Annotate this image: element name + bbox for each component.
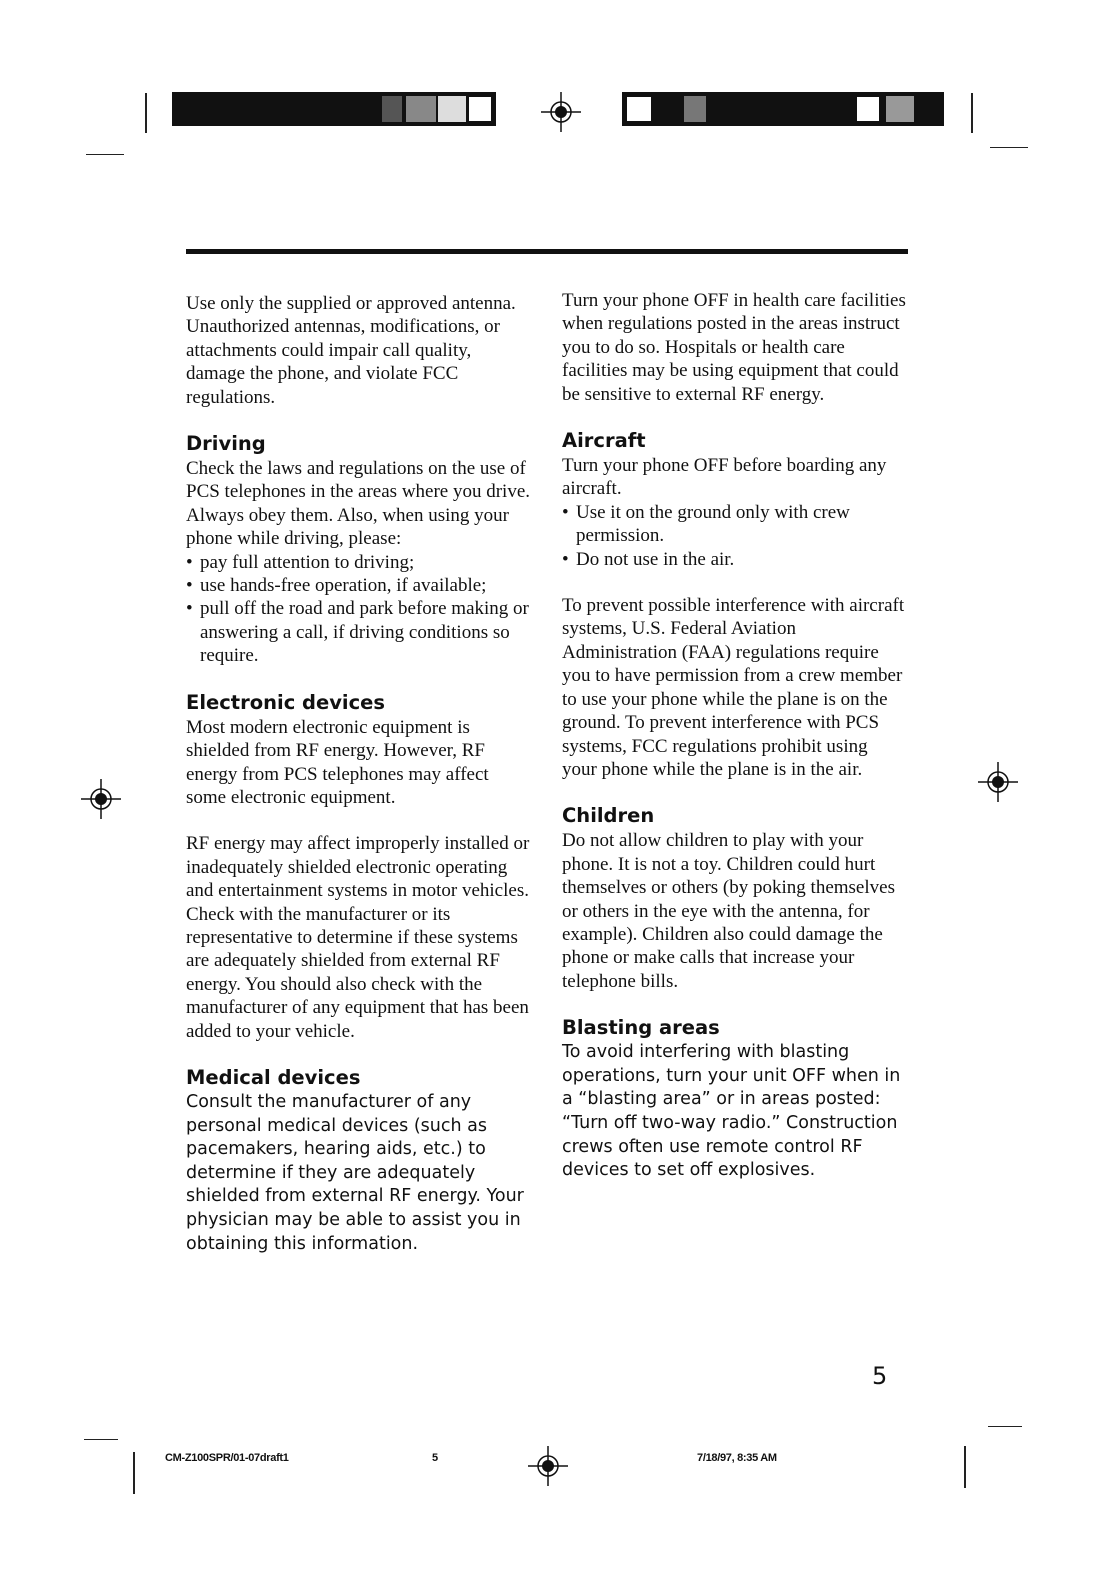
list-item: • use hands-free operation, if available; <box>186 574 531 597</box>
crop-mark-bottom-right-h <box>988 1426 1022 1427</box>
blasting-areas-heading: Blasting areas <box>562 1016 720 1040</box>
blasting-paragraph: To avoid interfering with blasting operations, turn your unit OFF when in a “blasting area” or in areas posted: “Turn off two-way radio.” Construction crews often use remote control RF devices to set off explosives. <box>562 1042 901 1181</box>
registration-mark-bottom <box>528 1446 568 1486</box>
color-bar-swatch <box>626 96 652 122</box>
registration-mark-right <box>978 762 1018 802</box>
color-bar-swatch <box>468 96 492 122</box>
driving-heading: Driving <box>186 432 266 456</box>
footer-doc-id: CM-Z100SPR/01-07draft1 <box>165 1452 289 1464</box>
list-item: • pay full attention to driving; <box>186 551 531 574</box>
color-bar-swatch <box>382 96 402 122</box>
aircraft-paragraph: Turn your phone OFF before boarding any aircraft. <box>562 455 887 500</box>
header-rule <box>186 249 908 254</box>
medical-devices-heading: Medical devices <box>186 1065 361 1089</box>
footer-timestamp: 7/18/97, 8:35 AM <box>697 1452 777 1464</box>
list-item: • pull off the road and park before making or answering a call, if driving conditions so require. <box>186 597 531 667</box>
children-heading: Children <box>562 804 655 828</box>
registration-mark-left <box>81 779 121 819</box>
electronic-paragraph-1: Most modern electronic equipment is shielded from RF energy. However, RF energy from PCS telephones may affect some electronic equipment. <box>186 716 489 808</box>
footer-page: 5 <box>432 1452 438 1464</box>
children-paragraph: Do not allow children to play with your phone. It is not a toy. Children could hurt themselves or others (by poking themselves or others in the eye with the antenna, for example). Children also could damage the phone or make calls that increase your telephone bills. <box>562 830 895 992</box>
driving-list <box>186 551 531 668</box>
crop-mark-top-left-h <box>86 154 124 155</box>
crop-mark-top-left <box>145 93 147 133</box>
left-column <box>186 292 531 1256</box>
color-bar-swatch <box>406 96 436 122</box>
crop-mark-top-right <box>971 93 973 133</box>
crop-mark-bottom-left <box>133 1452 135 1494</box>
crop-mark-bottom-left-h <box>84 1439 118 1440</box>
page-number: 5 <box>872 1362 888 1390</box>
electronic-devices-heading: Electronic devices <box>186 690 386 714</box>
crop-mark-bottom-right <box>964 1446 966 1488</box>
color-bar-swatch <box>438 96 466 122</box>
color-bar-swatch <box>684 96 706 122</box>
aircraft-list <box>562 501 907 571</box>
medical-paragraph: Consult the manufacturer of any personal medical devices (such as pacemakers, hearing aids, etc.) to determine if they are adequately shielded from external RF energy. Your physician may be able to assist you in obtaining this information. <box>186 1091 524 1254</box>
driving-paragraph: Check the laws and regulations on the use of PCS telephones in the areas where you drive. Always obey them. Also, when using your phone while driving, please: <box>186 458 531 550</box>
list-item: • Use it on the ground only with crew permission. <box>562 501 907 548</box>
health-care-paragraph: Turn your phone OFF in health care facilities when regulations posted in the areas instruct you to do so. Hospitals or health care facilities may be using equipment that could be sensitive to external RF energy. <box>562 290 906 405</box>
color-bar-right <box>622 92 944 126</box>
aircraft-heading: Aircraft <box>562 429 646 453</box>
color-bar-swatch <box>886 96 914 122</box>
list-item: • Do not use in the air. <box>562 548 907 571</box>
right-column <box>562 289 907 1183</box>
antenna-paragraph: Use only the supplied or approved antenna. Unauthorized antennas, modifications, or attachments could impair call quality, damage the phone, and violate FCC regulations. <box>186 293 516 408</box>
aircraft-paragraph-2: To prevent possible interference with aircraft systems, U.S. Federal Aviation Administration (FAA) regulations require you to have permission from a crew member to use your phone while the plane is on the ground. To prevent interference with PCS systems, FCC regulations prohibit using your phone while the plane is in the air. <box>562 595 905 780</box>
color-bar-swatch <box>856 96 880 122</box>
color-bar-left <box>172 92 496 126</box>
registration-mark-top <box>541 92 581 132</box>
crop-mark-top-right-h <box>990 147 1028 148</box>
electronic-paragraph-2: RF energy may affect improperly installed or inadequately shielded electronic operating and entertainment systems in motor vehicles. Check with the manufacturer or its representative to determine if these systems are adequately shielded from external RF energy. You should also check with the manufacturer of any equipment that has been added to your vehicle. <box>186 833 530 1042</box>
